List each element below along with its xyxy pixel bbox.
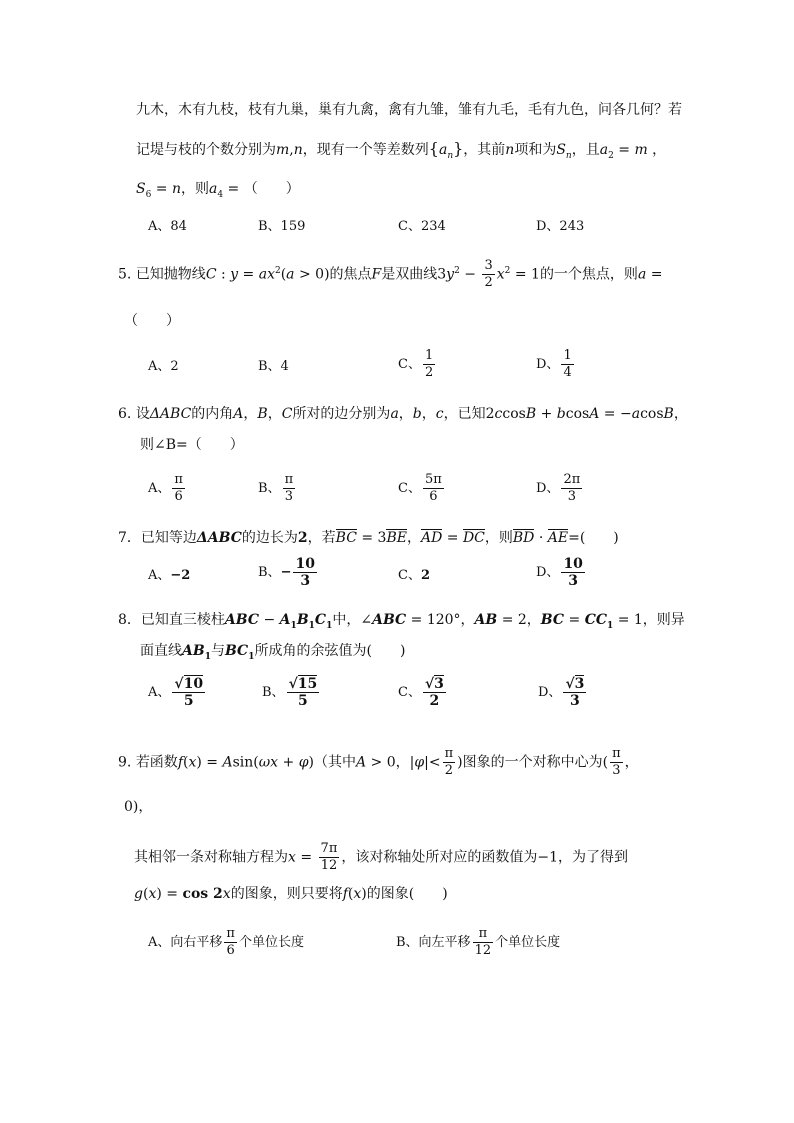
q4-option-d[interactable]: D、243 — [536, 219, 585, 234]
q7-option-b[interactable]: B、− $\frac{10}{3}$ — [258, 556, 315, 589]
q4-line2: 记堤与枝的个数分别为m,n，现有一个等差数列$\{a_n\}$，其前n项和为$S_n$，且$a_2 = m$ ， — [136, 139, 667, 161]
q9-line2: 0)， — [124, 799, 153, 815]
q6-stem: 6. 设ΔABC的内角A，B，C所对的边分别为a，b，c，已知2ccosB + bcosA = −acosB， — [118, 406, 688, 422]
q8-option-d[interactable]: D、 $\frac{√3}{3}$ — [538, 676, 585, 709]
q8-line2: 面直线$AB_1$与$BC_1$所成角的余弦值为( ) — [140, 643, 406, 662]
q9-option-a[interactable]: A、向右平移 $\frac{\pi}{6}$ 个单位长度 — [148, 926, 304, 958]
q9-option-b[interactable]: B、向左平移 $\frac{\pi}{12}$ 个单位长度 — [396, 926, 561, 958]
q9-line3: 其相邻一条对称轴方程为x = $\frac{7\pi}{12}$ ，该对称轴处所对应的函数值为−1，为了得到 — [134, 841, 629, 873]
q6-option-b[interactable]: B、 $\frac{\pi}{3}$ — [258, 472, 294, 504]
q5-option-b[interactable]: B、4 — [258, 359, 289, 374]
q6-line2: 则∠B=（ ） — [140, 437, 244, 453]
q6-option-c[interactable]: C、 $\frac{5\pi}{6}$ — [398, 472, 442, 504]
q6-option-d[interactable]: D、 $\frac{2\pi}{3}$ — [536, 472, 581, 504]
q9-line4: g(x) = cos 2x的图象，则只要将f(x)的图象( ) — [134, 886, 448, 902]
q7-option-d[interactable]: D、 $\frac{10}{3}$ — [536, 556, 583, 589]
q8-option-c[interactable]: C、 $\frac{√3}{2}$ — [398, 676, 444, 709]
q6-option-a[interactable]: A、 $\frac{\pi}{6}$ — [148, 472, 183, 504]
q5-option-c[interactable]: C、 $\frac{1}{2}$ — [398, 348, 434, 380]
q8-stem: 8．已知直三棱柱ABC − $A_1B_1C_1$中，∠ABC = 120°，AB = 2，BC = $CC_1 = 1$，则异 — [118, 612, 685, 631]
q7-stem: 7．已知等边ΔABC的边长为2，若BC = 3BE，AD = DC，则BD · AE=( ) — [118, 530, 619, 546]
q4-option-a[interactable]: A、84 — [148, 219, 187, 234]
q7-option-c[interactable]: C、2 — [398, 568, 430, 583]
q8-option-a[interactable]: A、 $\frac{√10}{5}$ — [148, 676, 204, 709]
q4-option-c[interactable]: C、234 — [398, 219, 446, 234]
q5-stem: 5. 已知抛物线C : $y = ax^2(a > 0)$的焦点F是双曲线$3y^2$ − $\frac{3}{2}$ $x^2 = 1$的一个焦点，则a = — [118, 258, 663, 290]
q4-option-b[interactable]: B、159 — [258, 219, 306, 234]
q7-option-a[interactable]: A、−2 — [148, 568, 191, 583]
q4-line3: $S_6 = n$，则$a_4$ = （ ） — [136, 181, 300, 200]
q5-option-a[interactable]: A、2 — [148, 359, 179, 374]
q5-paren: （ ） — [124, 313, 180, 329]
q9-stem: 9. 若函数f(x) = Asin(ωx + φ)（其中A > 0，|φ|< $\frac{\pi}{2}$ )图象的一个对称中心为( $\frac{\pi}{3}$ ， — [118, 746, 639, 778]
q5-option-d[interactable]: D、 $\frac{1}{4}$ — [536, 348, 572, 380]
q4-line1: 九木，木有九枝，枝有九巢，巢有九禽，禽有九雏，雏有九毛，毛有九色，问各几何？若 — [136, 102, 682, 118]
q8-option-b[interactable]: B、 $\frac{√15}{5}$ — [262, 676, 318, 709]
